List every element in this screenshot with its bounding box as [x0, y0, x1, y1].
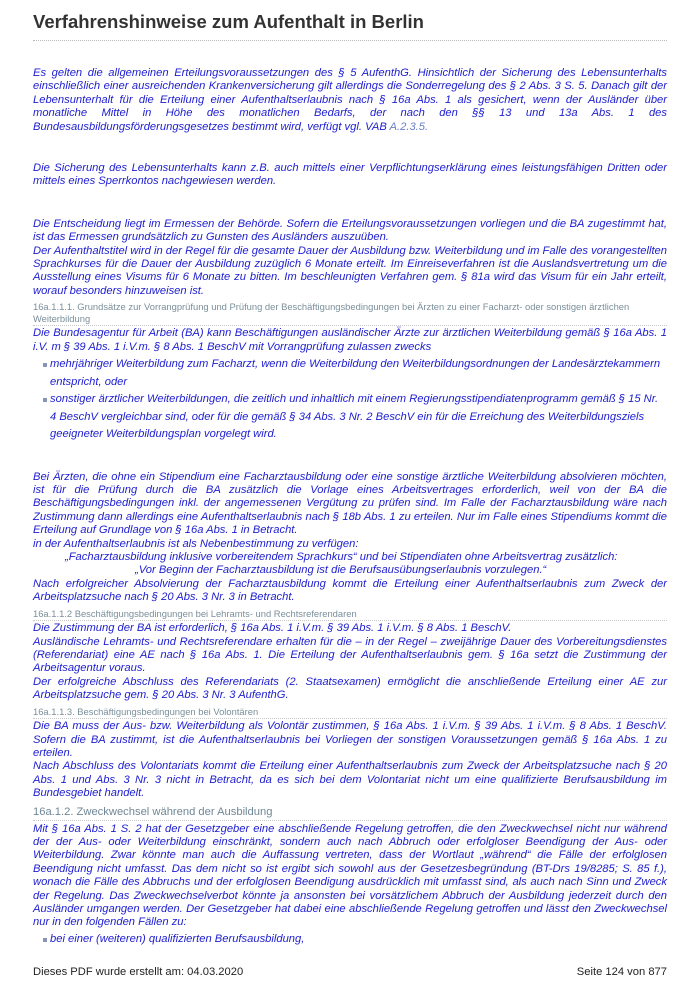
paragraph-sicherung: Die Sicherung des Lebensunterhalts kann z.B. auch mittels einer Verpflichtungserklärung eines leistungsfähigen Dritten oder mittels eines Sperrkontos nachgewiesen werden.	[33, 162, 667, 188]
paragraph-aerzte-stipendium: Bei Ärzten, die ohne ein Stipendium eine Facharztausbildung oder eine sonstige ärztliche Weiterbildung absolvieren möchten, ist für die Prüfung durch die BA zusätzlich die Vorlage eines Arbeitsvertrages erforderlich, weil von der BA die Beschäftigungsbedingungen inkl. der angemessenen Vergütung zu prüfen sind. Im Falle der Facharztausbildung wäre nach Zustimmung dann allerdings eine Aufenthaltserlaubnis nach § 18b Abs. 1 zu erteilen. Nur im Falle eines Stipendiums kommt die Erteilung auf Grundlage von § 16a Abs. 1 in Betracht.	[33, 470, 667, 537]
paragraph-referendare: Ausländische Lehramts- und Rechtsreferendare erhalten für die – in der Regel – zweijährige Dauer des Vorbereitungsdienstes (Referendariat) eine AE nach § 16a Abs. 1. Die Erteilung der Aufenthaltserlaubnis gem. § 16a setzt die Zustimmung der Arbeitsagentur voraus.	[33, 635, 667, 675]
section-heading-16a-1-1-1: 16a.1.1.1. Grundsätze zur Vorrangprüfung und Prüfung der Beschäftigungsbedingungen bei Ärzten zu einer Facharzt- oder sonstigen ärztlichen Weiterbildung	[33, 301, 667, 326]
document-page	[33, 10, 667, 947]
footer-page-number: Seite 124 von 877	[576, 966, 667, 978]
paragraph-lebensunterhalt	[33, 67, 667, 134]
paragraph-nebenbestimmung: in der Aufenthaltserlaubnis ist als Nebenbestimmung zu verfügen:	[33, 537, 359, 550]
paragraph-volontaer: Die BA muss der Aus- bzw. Weiterbildung als Volontär zustimmen, § 16a Abs. 1 i.V.m. § 39 Abs. 1 i.V.m. § 8 Abs. 1 BeschV. Sofern die BA zustimmt, ist die Aufenthaltserlaubnis bei Vorliegen der sonstigen Voraussetzungen gemäß § 16a Abs. 1 zu erteilen.	[33, 720, 667, 759]
paragraph-text: Es gelten die allgemeinen Erteilungsvoraussetzungen des § 5 AufenthG. Hinsichtlich der Sicherung des Lebensunterhalts einschließlich einer ausreichenden Krankenversicherung gilt allerdings die Sonderregelung des § 2 Abs. 3 S. 5. Danach gilt der Lebensunterhalt für die Erteilung einer Aufenthaltserlaubnis nach § 16a Abs. 1 als gesichert, wenn der Ausländer über monatliche Mittel in Höhe des monatlichen Bedarfs, der nach den §§ 13 und 13a Abs. 1 des Bundesausbildungsförderungsgesetzes bestimmt wird, verfügt vgl. VAB	[33, 67, 667, 133]
page-footer	[33, 966, 667, 978]
paragraph-volontariat-abschluss: Nach Abschluss des Volontariats kommt die Erteilung einer Aufenthaltserlaubnis zum Zweck der Arbeitsplatzsuche nach § 20 Abs. 1 und Abs. 3 Nr. 3 nicht in Betracht, da es sich bei dem Volontariat nicht um eine qualifizierte Berufsausbildung im Bundesgebiet handelt.	[33, 760, 667, 800]
paragraph-ermessen: Die Entscheidung liegt im Ermessen der Behörde. Sofern die Erteilungsvoraussetzungen vorliegen und die BA zugestimmt hat, ist das Ermessen grundsätzlich zu Gunsten des Ausländers auszuüben.	[33, 217, 667, 244]
list-item: sonstiger ärztlicher Weiterbildungen, die zeitlich und inhaltlich mit einem Regierungsstipendiatenprogramm gemäß § 15 Nr. 4 BeschV vergleichbar sind, oder für die gemäß § 34 Abs. 3 Nr. 2 BeschV ein für die Erreichung des Weiterbildungsziels geeigneter Weiterbildungsplan vorgelegt wird.	[43, 391, 667, 444]
paragraph-bundesagentur: Die Bundesagentur für Arbeit (BA) kann Beschäftigungen ausländischer Ärzte zur ärztlichen Weiterbildung gemäß § 16a Abs. 1 i.V. m § 39 Abs. 1 i.V.m. § 8 Abs. 1 BeschV mit Vorrangprüfung zulassen zwecks	[33, 327, 667, 353]
bullet-list-zweckwechsel	[43, 932, 667, 947]
square-bullet-icon	[43, 398, 47, 402]
list-item: mehrjähriger Weiterbildung zum Facharzt, wenn die Weiterbildung den Weiterbildungsordnungen der Landesärztekammern entspricht, oder	[43, 356, 667, 391]
section-heading-16a-1-2: 16a.1.2. Zweckwechsel während der Ausbildung	[33, 805, 667, 821]
page-title: Verfahrenshinweise zum Aufenthalt in Berlin	[33, 10, 667, 41]
paragraph-aufenthaltstitel: Der Aufenthaltstitel wird in der Regel für die gesamte Dauer der Ausbildung bzw. Weiterbildung und im Falle des vorangestellten Sprachkurses für die Dauer der Ausbildung zuzüglich 6 Monate erteilt. Im Einreiseverfahren ist die Auslandsvertretung um die Ausstellung eines Visums für 6 Monate zu bitten. Im beschleunigten Verfahren gem. § 81a wird das Visum für ein Jahr erteilt, worauf besonders hinzuweisen ist.	[33, 244, 667, 297]
list-item: bei einer (weiteren) qualifizierten Berufsausbildung,	[43, 932, 667, 947]
quote-berufsausuebung: „Vor Beginn der Facharztausbildung ist die Berufsausübungserlaubnis vorzulegen.“	[135, 564, 547, 577]
section-heading-16a-1-1-3: 16a.1.1.3. Beschäftigungsbedingungen bei Volontären	[33, 706, 667, 720]
square-bullet-icon	[43, 938, 47, 942]
section-heading-16a-1-1-2: 16a.1.1.2 Beschäftigungsbedingungen bei Lehramts- und Rechtsreferendaren	[33, 608, 667, 622]
paragraph-zweckwechsel: Mit § 16a Abs. 1 S. 2 hat der Gesetzgeber eine abschließende Regelung getroffen, die den Zweckwechsel nicht nur während der der Aus- oder Weiterbildung einschränkt, sondern auch nach Abbruch oder erfolgloser Beendigung der Aus- oder Weiterbildung. Zwar könnte man auch die Auffassung vertreten, dass der Wortlaut „während“ die Fälle der erfolglosen Beendigung nicht umfasst. Das dem nicht so ist ergibt sich sowohl aus der Gesetzesbegründung (BT-Drs 19/8285; S. 85 f.), wonach die Fälle des Abbruchs und der erfolglosen Beendigung ausdrücklich mit umfasst sind, als auch nach Sinn und Zweck der Regelung. Das Zweckwechselverbot könnte ja ansonsten bei vorsätzlichem Abbruch der Ausbildung jederzeit durch den Ausländer umgangen werden. Der Gesetzgeber hat dabei eine abschließende Regelung getroffen und lässt den Zweckwechsel nur in den folgenden Fällen zu:	[33, 822, 667, 929]
paragraph-zustimmung-ba: Die Zustimmung der BA ist erforderlich, § 16a Abs. 1 i.V.m. § 39 Abs. 1 i.V.m. § 8 Abs. 1 BeschV.	[33, 622, 512, 635]
paragraph-referendariat-abschluss: Der erfolgreiche Abschluss des Referendariats (2. Staatsexamen) ermöglicht die anschließende Erteilung einer AE zur Arbeitsplatzsuche gem. § 20 Abs. 3 Nr. 3 AufenthG.	[33, 675, 667, 702]
paragraph-arbeitsplatzsuche: Nach erfolgreicher Absolvierung der Facharztausbildung kommt die Erteilung einer Aufenthaltserlaubnis zum Zweck der Arbeitsplatzsuche nach § 20 Abs. 3 Nr. 3 in Betracht.	[33, 577, 667, 604]
quote-facharztausbildung: „Facharztausbildung inklusive vorbereitendem Sprachkurs“ und bei Stipendiaten ohne Arbeitsvertrag zusätzlich:	[65, 551, 618, 564]
vab-reference-link[interactable]: A.2.3.5.	[389, 120, 429, 133]
bullet-list-weiterbildung	[43, 356, 667, 444]
footer-created-date: Dieses PDF wurde erstellt am: 04.03.2020	[33, 966, 244, 978]
square-bullet-icon	[43, 363, 47, 367]
